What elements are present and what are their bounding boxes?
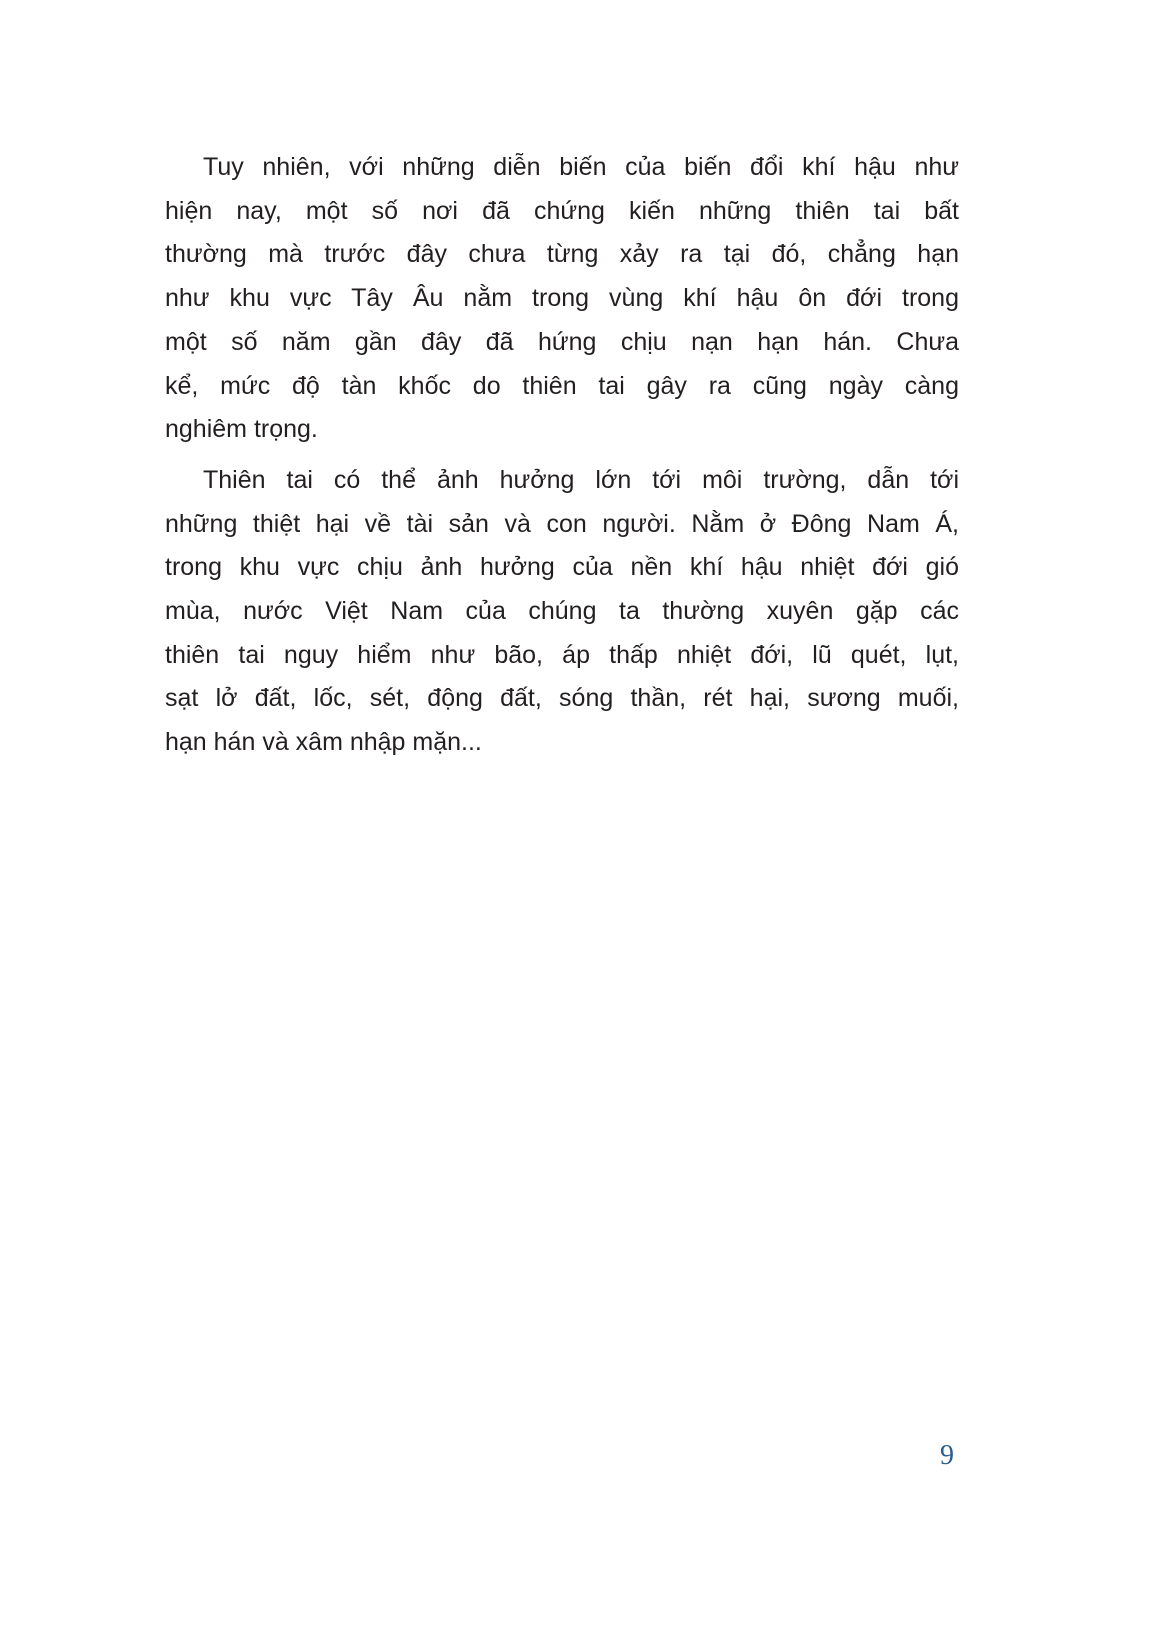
text-line: trong khu vực chịu ảnh hưởng của nền khí hậu nhiệt đới gió: [165, 553, 959, 582]
text-line: mùa, nước Việt Nam của chúng ta thường xuyên gặp các: [165, 597, 959, 626]
paragraph-1: [165, 146, 959, 452]
text-line: Tuy nhiên, với những diễn biến của biến đổi khí hậu như: [203, 153, 959, 181]
paragraph-2: [165, 459, 959, 765]
text-line: hiện nay, một số nơi đã chứng kiến những thiên tai bất: [165, 196, 959, 225]
text-line: kể, mức độ tàn khốc do thiên tai gây ra cũng ngày càng: [165, 371, 959, 400]
text-line: thường mà trước đây chưa từng xảy ra tại đó, chẳng hạn: [165, 240, 959, 269]
text-line: sạt lở đất, lốc, sét, động đất, sóng thần, rét hại, sương muối,: [165, 684, 959, 713]
text-line: như khu vực Tây Âu nằm trong vùng khí hậu ôn đới trong: [165, 284, 959, 313]
text-line: thiên tai nguy hiểm như bão, áp thấp nhiệt đới, lũ quét, lụt,: [165, 640, 959, 669]
page-number: 9: [940, 1440, 954, 1471]
text-line: nghiêm trọng.: [165, 415, 318, 444]
text-line: những thiệt hại về tài sản và con người. Nằm ở Đông Nam Á,: [165, 509, 959, 538]
body-text: [165, 146, 959, 772]
text-line: Thiên tai có thể ảnh hưởng lớn tới môi trường, dẫn tới: [203, 465, 959, 494]
text-line: hạn hán và xâm nhập mặn...: [165, 728, 482, 757]
text-line: một số năm gần đây đã hứng chịu nạn hạn hán. Chưa: [165, 327, 959, 356]
